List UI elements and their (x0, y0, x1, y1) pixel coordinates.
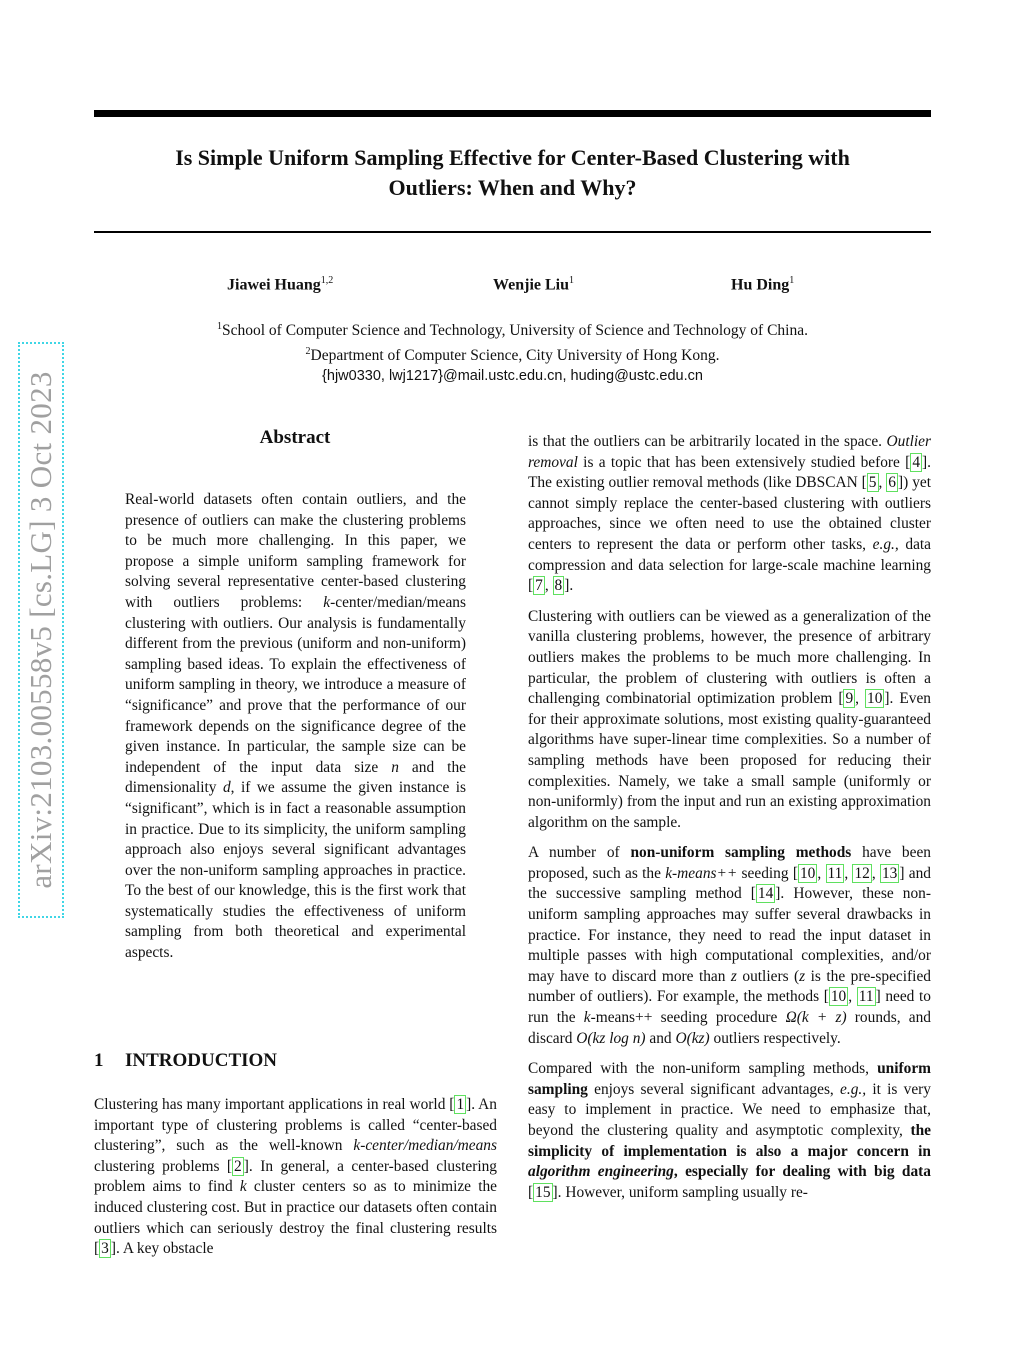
citation-link[interactable]: 14 (757, 885, 774, 903)
abstract-paragraph: Real-world datasets often contain outliers, and the presence of outliers can make the clustering problems to be much more challenging. In this paper, we propose a simple uniform sampling framework for solving several representative center-based clustering with outliers problems: k-center/median/means clustering with outliers. Our analysis is fundamentally different from the previous (uniform and non-uniform) sampling based ideas. To explain the effectiveness of uniform sampling in theory, we introduce a measure of “significance” and prove that the performance of our framework depends on the significance degree of the given instance. In particular, the sample size can be independent of the input data size n and the dimensionality d, if we assume the given instance is “significant”, which is in fact a reasonable assumption in practice. Due to its simplicity, the uniform sampling approach also enjoys several significant advantages over the non-uniform sampling approaches in practice. To the best of our knowledge, this is the first work that systematically studies the effectiveness of uniform sampling from both theoretical and experimental aspects. (125, 491, 467, 962)
paper-title (94, 143, 931, 203)
title-line-1: Is Simple Uniform Sampling Effective for Center-Based Clustering with (175, 145, 850, 170)
citation-link[interactable]: 8 (554, 577, 563, 595)
citation-link[interactable]: 11 (827, 864, 843, 882)
citation-link[interactable]: 15 (535, 1183, 551, 1201)
title-bottom-rule (94, 231, 931, 233)
affiliations (94, 316, 931, 387)
citation-link[interactable]: 3 (101, 1240, 109, 1258)
citation-link[interactable]: 12 (854, 864, 870, 882)
intro-left-column (94, 1095, 497, 1270)
author-emails[interactable]: {hjw0330, lwj1217}@mail.ustc.edu.cn, huding@ustc.edu.cn (322, 368, 703, 385)
title-top-rule (94, 110, 931, 117)
citation-link[interactable]: 10 (799, 864, 816, 882)
abstract-heading: Abstract (259, 427, 331, 448)
author-2: Wenjie Liu$^1$ (493, 275, 575, 294)
citation-link[interactable]: 5 (868, 474, 877, 492)
citation-link[interactable]: 10 (867, 690, 883, 708)
citation-link[interactable]: 10 (830, 988, 847, 1006)
section-heading-introduction: 1 INTRODUCTION (94, 1050, 278, 1071)
citation-link[interactable]: 7 (535, 577, 543, 595)
author-1: Jiawei Huang$^{1,2}$ (227, 275, 334, 294)
citation-link[interactable]: 13 (881, 864, 898, 882)
intro-paragraph-1: Clustering has many important applications in real world [ 1 ]. An important type of clustering problems is called “center-based clustering”, such as the well-known k-center/median/means clustering problems [ 2 ]. In general, a center-based clustering problem aims to find k cluster centers so as to minimize the induced clustering cost. But in practice our datasets often contain outliers which can seriously destroy the final clustering results [ 3 ]. A key obstacle (94, 1096, 497, 1258)
citation-link[interactable]: 9 (845, 690, 854, 708)
right-paragraph-2: Clustering with outliers can be viewed as a generalization of the vanilla clustering problems, however, the presence of arbitrary outliers makes the problems to be much more challenging. In particular, the problem of clustering with outliers is often a challenging combinatorial optimization problem [ 9 , 10 ]. Even for their approximate solutions, most existing quality-guaranteed algorithms have super-linear time complexities. So a number of sampling methods have been proposed for reducing their complexities. Namely, we take a small sample (uniformly or non-uniformly) from the input and run an existing approximation algorithm on the sample. (528, 607, 931, 831)
right-column (528, 432, 931, 1213)
right-paragraph-3: A number of non-uniform sampling methods have been proposed, such as the k-means++ seeding [ 10 , 11 , 12 , 13 ] and the successive sampling method [ 14 ]. However, these non-uniform sampling approaches may suffer several drawbacks in practice. For instance, they need to read the input dataset in multiple passes with high computational complexities, and/or may have to discard more than z outliers (z is the pre-specified number of outliers). For example, the methods [ 10 , 11 ] need to run the k-means++ seeding procedure Ω(k + z) rounds, and discard O(kz log n) and O(kz) outliers respectively. (528, 844, 931, 1047)
abstract-body (125, 490, 466, 974)
citation-link[interactable]: 1 (456, 1096, 465, 1113)
author-3: Hu Ding$^1$ (731, 275, 795, 294)
citation-link[interactable]: 4 (912, 453, 921, 471)
right-paragraph-4: Compared with the non-uniform sampling methods, uniform sampling enjoys several significant advantages, e.g., it is very easy to implement in practice. We need to emphasize that, beyond the clustering quality and asymptotic complexity, the simplicity of implementation is also a major concern in algorithm engineering, especially for dealing with big data [ 15 ]. However, uniform sampling usually re- (528, 1060, 931, 1201)
citation-link[interactable]: 2 (234, 1157, 242, 1175)
right-paragraph-1: is that the outliers can be arbitrarily located in the space. Outlier removal is a topic that has been extensively studied before [ 4 ]. The existing outlier removal methods (like DBSCAN [ 5 , 6 ]) yet cannot simply replace the center-based clustering with outliers approaches, since we often need to use the obtained cluster centers to represent the data or perform other tasks, e.g., data compression and data selection for large-scale machine learning [ 7 , 8 ]. (528, 433, 932, 595)
arxiv-identifier: arXiv:2103.00558v5 [cs.LG] 3 Oct 2023 (23, 371, 58, 889)
title-line-2: Outliers: When and Why? (388, 175, 637, 200)
citation-link[interactable]: 11 (858, 988, 874, 1006)
affiliation-2: $^2$Department of Computer Science, City University of Hong Kong. (305, 346, 720, 365)
citation-link[interactable]: 6 (888, 474, 896, 492)
affiliation-1: $^1$School of Computer Science and Technology, University of Science and Technology of China. (217, 321, 808, 340)
